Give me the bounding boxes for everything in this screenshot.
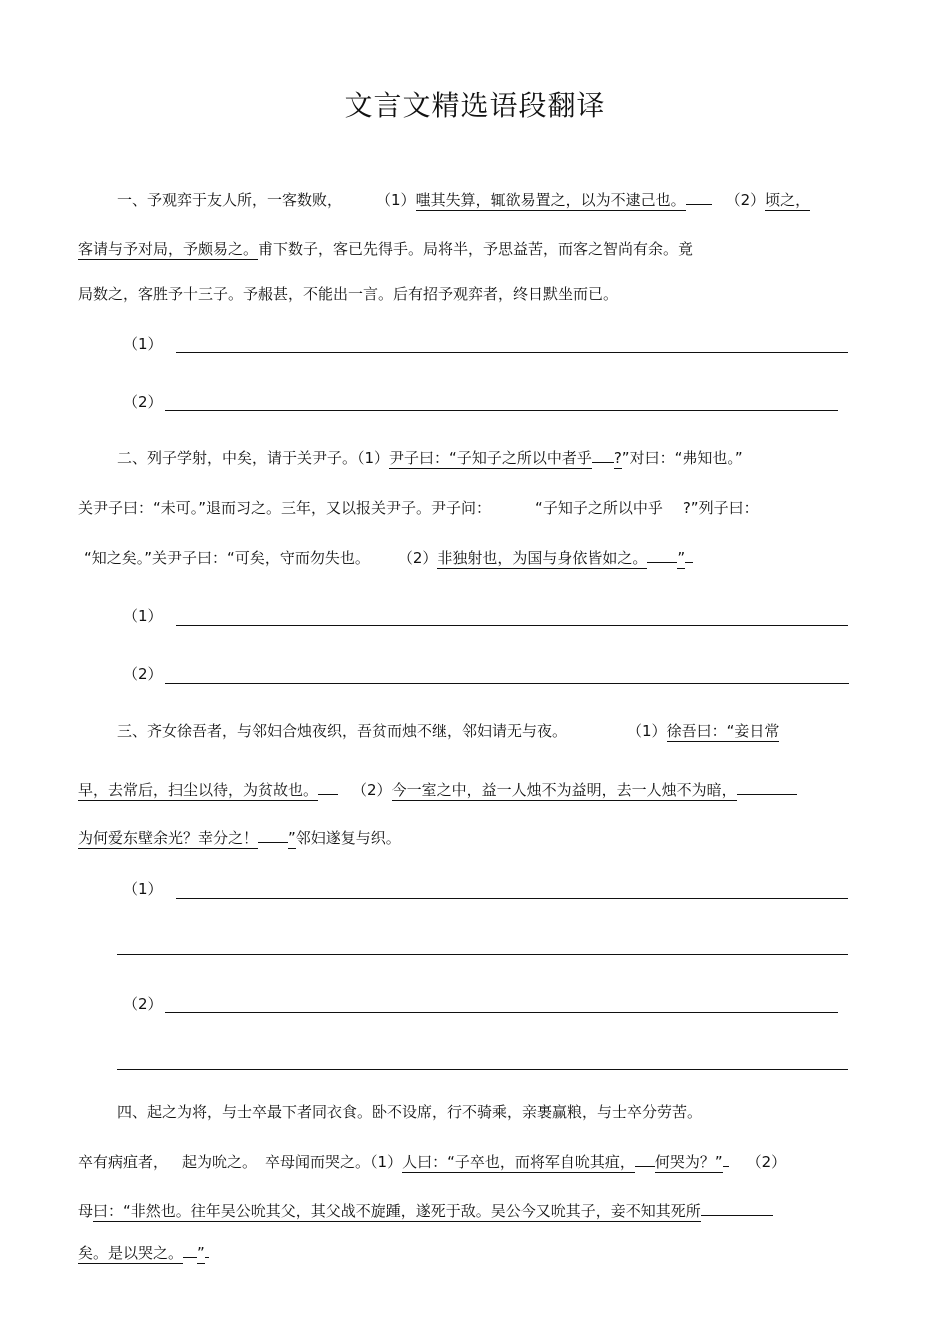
text: 卒有病疽者， (78, 1153, 169, 1171)
answer-label-5: （1） (123, 880, 163, 898)
section-4-line-1 (117, 1102, 702, 1122)
question-mark: ? (682, 499, 691, 517)
text: 四、起之为将，与士卒最下者同衣食。卧不设席，行不骑乘，亲裹赢粮，与士卒分劳苦。 (117, 1103, 703, 1121)
section-4-line-2 (78, 1152, 786, 1172)
section-1-line-3 (78, 284, 618, 304)
underlined-sentence: 非独射也，为国与身依皆如之。 (437, 549, 648, 567)
text: 母 (78, 1202, 94, 1220)
text: “子知子之所以中乎 (535, 499, 663, 517)
page-title: 文言文精选语段翻译 (344, 89, 606, 122)
text: 三、齐女徐吾者，与邻妇合烛夜织，吾贫而烛不继，邻妇请无与夜。 (117, 722, 568, 740)
underlined-sentence: 客请与予对局，予颇易之。 (78, 240, 259, 258)
section-3-line-1 (117, 721, 779, 741)
text: “知之矣。”关尹子曰：“可矣，守而勿失也。 (84, 549, 370, 567)
text: 甫下数子，客已先得手。局将半，予思益苦，而客之智尚有余。竟 (258, 240, 694, 258)
answer-label-1: （1） (123, 335, 163, 353)
section-2-line-1 (117, 448, 743, 468)
underlined-sentence: 顷之， (765, 191, 811, 209)
question-label: （2） (725, 191, 766, 209)
question-label: （1） (376, 191, 416, 209)
underlined-sentence: 为何爱东壁余光？幸分之！ (78, 829, 259, 847)
underlined-sentence: 人曰：“子卒也，而将军自吮其疽， (402, 1153, 635, 1171)
answer-label-2: （2） (123, 393, 163, 411)
text: ”对曰：“弗知也。” (621, 449, 743, 467)
section-1-line-2 (78, 239, 693, 259)
answer-label-6: （2） (123, 995, 163, 1013)
section-1-line-1 (117, 190, 810, 210)
text: 关尹子曰：“未可。”退而习之。三年，又以报关尹子。尹子问： (78, 499, 492, 517)
answer-line-2[interactable] (165, 410, 838, 411)
text: 局数之，客胜予十三子。予赧甚，不能出一言。后有招予观弈者，终日默坐而已。 (78, 285, 619, 303)
text: 起为吮之。 (182, 1153, 258, 1171)
question-label: （2） (746, 1153, 787, 1171)
section-2-line-2 (78, 498, 759, 518)
underlined-sentence: 曰：“非然也。往年吴公吮其父，其父战不旋踵，遂死于敌。吴公今又吮其子，妾不知其死所 (93, 1202, 701, 1220)
answer-label-3: （1） (123, 607, 163, 625)
text: 邻妇遂复与织。 (295, 829, 401, 847)
question-label: 卒母闻而哭之。（1） (265, 1153, 403, 1171)
section-3-line-3 (78, 828, 401, 848)
section-4-line-4 (78, 1243, 209, 1263)
underlined-sentence: 徐吾曰：“妾日常 (666, 722, 780, 740)
answer-line-5b[interactable] (117, 954, 848, 955)
text: 二、列子学射，中矣，请于关尹子。（1） (117, 449, 390, 467)
answer-line-1[interactable] (176, 352, 848, 353)
answer-line-6b[interactable] (117, 1069, 848, 1070)
underlined-sentence: 矣。是以哭之。 (78, 1244, 184, 1262)
question-mark: ? (613, 449, 622, 467)
underlined-sentence: 何哭为？” (654, 1153, 723, 1171)
quote-mark: ” (197, 1244, 205, 1262)
question-label: （2） (397, 549, 438, 567)
section-4-line-3 (78, 1201, 773, 1221)
section-2-line-3 (84, 548, 693, 568)
text: ”列子曰： (690, 499, 759, 517)
quote-mark: ” (288, 829, 296, 847)
answer-line-5a[interactable] (176, 898, 848, 899)
underlined-sentence: 尹子曰：“子知子之所以中者乎 (389, 449, 592, 467)
answer-line-6a[interactable] (165, 1012, 838, 1013)
question-label: （1） (627, 722, 667, 740)
answer-line-4[interactable] (165, 683, 849, 684)
answer-label-4: （2） (123, 665, 163, 683)
underlined-sentence: 早，去常后，扫尘以待，为贫故也。 (78, 781, 319, 799)
underlined-sentence: 嗤其失算，辄欲易置之，以为不逮己也。 (415, 191, 686, 209)
answer-line-3[interactable] (176, 625, 848, 626)
text: 一、予观弈于友人所，一客数败， (117, 191, 343, 209)
quote-mark: ” (677, 549, 686, 567)
underlined-sentence: 今一室之中，益一人烛不为益明，去一人烛不为暗， (391, 781, 737, 799)
section-3-line-2 (78, 780, 797, 800)
question-label: （2） (352, 781, 392, 799)
